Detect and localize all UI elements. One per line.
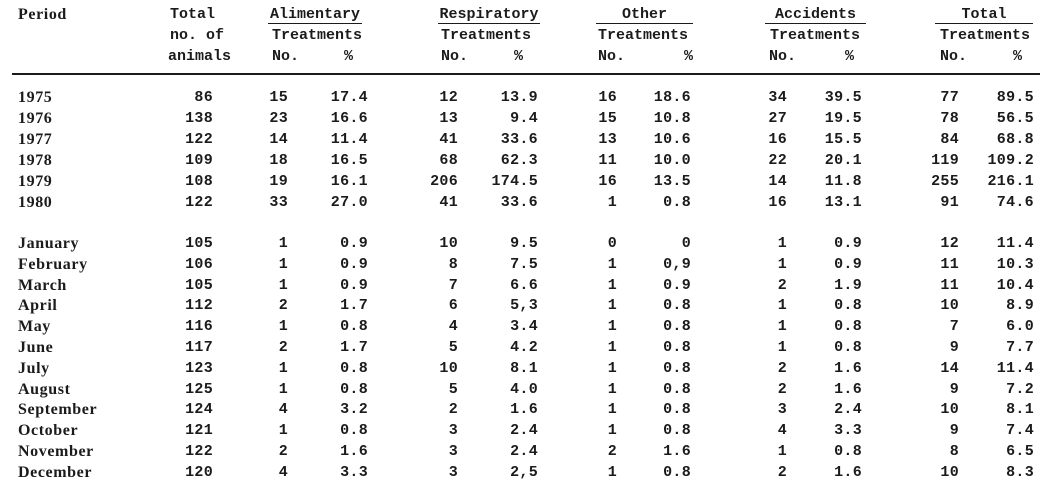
total-no-cell: 11 — [940, 276, 959, 294]
table-row — [0, 109, 1053, 130]
accidents-pct-cell: 1.6 — [834, 359, 862, 377]
accidents-no-cell: 1 — [777, 442, 787, 460]
accidents-pct-cell: 0.8 — [834, 442, 862, 460]
respiratory-no-cell: 3 — [448, 442, 458, 460]
total-pct-cell: 10.3 — [996, 255, 1034, 273]
period-cell: 1975 — [18, 89, 53, 106]
respiratory-pct-cell: 6.6 — [510, 276, 538, 294]
period-cell: July — [18, 359, 50, 377]
total-pct-cell: 11.4 — [996, 359, 1034, 377]
total-pct-cell: 6.0 — [1006, 318, 1034, 336]
total-no-cell: 9 — [949, 338, 959, 356]
alimentary-pct-cell: 0.9 — [340, 235, 368, 252]
alimentary-no-cell: 18 — [269, 152, 288, 169]
other-no-cell: 1 — [607, 463, 617, 481]
yearly-rows — [0, 88, 1053, 214]
total-pct-cell: 10.4 — [996, 276, 1034, 294]
alimentary-no-cell: 1 — [278, 359, 288, 377]
respiratory-no-cell: 5 — [448, 380, 458, 398]
accidents-pct-cell: 13.1 — [824, 194, 862, 211]
accidents-no-cell: 16 — [768, 194, 787, 211]
respiratory-pct-cell: 5,3 — [510, 297, 538, 315]
other-pct-cell: 0.8 — [663, 463, 691, 481]
alimentary-pct-cell: 16.1 — [330, 173, 368, 190]
table-row — [0, 276, 1053, 297]
total-animals-cell: 106 — [185, 255, 213, 273]
other-pct-cell: 10.8 — [653, 110, 691, 127]
alimentary-pct-cell: 27.0 — [330, 194, 368, 211]
total-pct-cell: 11.4 — [996, 235, 1034, 252]
total-no-cell: 255 — [931, 173, 959, 190]
other-no-cell: 16 — [598, 89, 617, 106]
other-no-cell: 11 — [598, 152, 617, 169]
other-pct-cell: 0.8 — [663, 359, 691, 377]
total-pct-cell: 7.4 — [1006, 422, 1034, 440]
period-cell: September — [18, 401, 98, 419]
other-no-cell: 15 — [598, 110, 617, 127]
table-row — [0, 442, 1053, 463]
alimentary-no-cell: 19 — [269, 173, 288, 190]
respiratory-pct-cell: 174.5 — [491, 173, 538, 190]
alimentary-pct-cell: 0.8 — [340, 359, 368, 377]
other-group-title: Other — [596, 6, 693, 24]
total-pct-cell: 8.9 — [1006, 297, 1034, 315]
accidents-pct-cell: 0.8 — [834, 338, 862, 356]
alimentary-pct-cell: 0.8 — [340, 380, 368, 398]
total-pct-cell: 7.2 — [1006, 380, 1034, 398]
alimentary-no-cell: 4 — [278, 401, 288, 419]
period-cell: June — [18, 338, 54, 356]
respiratory-pct-cell: 33.6 — [500, 131, 538, 148]
total-animals-header-line3: animals — [168, 48, 232, 65]
alimentary-no-cell: 1 — [278, 380, 288, 398]
alimentary-no-cell: 2 — [278, 442, 288, 460]
total-pct-cell: 74.6 — [996, 194, 1034, 211]
respiratory-no-cell: 206 — [430, 173, 458, 190]
other-pct-cell: 0.8 — [663, 422, 691, 440]
respiratory-no-cell: 2 — [448, 401, 458, 419]
table-row — [0, 338, 1053, 359]
period-cell: 1977 — [18, 131, 53, 148]
respiratory-pct-cell: 3.4 — [510, 318, 538, 336]
respiratory-no-header: No. — [441, 48, 469, 65]
table-row — [0, 172, 1053, 193]
alimentary-no-cell: 15 — [269, 89, 288, 106]
respiratory-pct-cell: 33.6 — [500, 194, 538, 211]
accidents-pct-header: % — [845, 48, 855, 65]
respiratory-pct-cell: 4.0 — [510, 380, 538, 398]
alimentary-pct-cell: 17.4 — [330, 89, 368, 106]
respiratory-no-cell: 3 — [448, 422, 458, 440]
accidents-pct-cell: 1.6 — [834, 380, 862, 398]
total-animals-cell: 138 — [185, 110, 213, 127]
accidents-no-cell: 1 — [777, 235, 787, 252]
accidents-no-cell: 1 — [777, 297, 787, 315]
period-header: Period — [18, 6, 67, 23]
alimentary-no-header: No. — [272, 48, 300, 65]
table-row — [0, 151, 1053, 172]
respiratory-treatments-label: Treatments — [441, 27, 532, 44]
other-pct-cell: 10.0 — [653, 152, 691, 169]
other-pct-cell: 1.6 — [663, 442, 691, 460]
accidents-no-cell: 2 — [777, 463, 787, 481]
total-pct-cell: 109.2 — [987, 152, 1034, 169]
table-row — [0, 400, 1053, 421]
total-no-cell: 8 — [949, 442, 959, 460]
other-pct-cell: 0.8 — [663, 318, 691, 336]
period-cell: 1980 — [18, 194, 53, 211]
alimentary-pct-cell: 0.8 — [340, 318, 368, 336]
respiratory-no-cell: 41 — [439, 194, 458, 211]
total-no-cell: 10 — [940, 297, 959, 315]
total-no-cell: 7 — [949, 318, 959, 336]
alimentary-no-cell: 33 — [269, 194, 288, 211]
other-no-cell: 1 — [607, 380, 617, 398]
table-row — [0, 463, 1053, 484]
other-no-cell: 0 — [607, 235, 617, 252]
total-no-cell: 10 — [940, 463, 959, 481]
other-no-cell: 1 — [607, 276, 617, 294]
other-no-cell: 1 — [607, 359, 617, 377]
total-animals-cell: 124 — [185, 401, 213, 419]
respiratory-pct-cell: 13.9 — [500, 89, 538, 106]
accidents-no-cell: 22 — [768, 152, 787, 169]
total-animals-cell: 116 — [185, 318, 213, 336]
total-pct-cell: 6.5 — [1006, 442, 1034, 460]
other-no-cell: 1 — [607, 255, 617, 273]
other-pct-cell: 0.8 — [663, 380, 691, 398]
total-treatments-label: Treatments — [940, 27, 1031, 44]
other-treatments-label: Treatments — [598, 27, 689, 44]
total-animals-cell: 120 — [185, 463, 213, 481]
alimentary-pct-cell: 0.9 — [340, 276, 368, 294]
respiratory-no-cell: 7 — [448, 276, 458, 294]
total-animals-cell: 86 — [194, 89, 213, 106]
respiratory-pct-cell: 1.6 — [510, 401, 538, 419]
accidents-no-cell: 1 — [777, 255, 787, 273]
alimentary-pct-cell: 3.3 — [340, 463, 368, 481]
total-animals-cell: 122 — [185, 194, 213, 211]
alimentary-pct-cell: 0.8 — [340, 422, 368, 440]
total-animals-cell: 122 — [185, 131, 213, 148]
other-pct-cell: 0,9 — [663, 255, 691, 273]
alimentary-no-cell: 14 — [269, 131, 288, 148]
total-no-cell: 10 — [940, 401, 959, 419]
total-animals-cell: 105 — [185, 276, 213, 294]
alimentary-no-cell: 4 — [278, 463, 288, 481]
respiratory-no-cell: 4 — [448, 318, 458, 336]
respiratory-pct-cell: 4.2 — [510, 338, 538, 356]
period-cell: May — [18, 318, 51, 336]
period-cell: October — [18, 422, 79, 440]
accidents-pct-cell: 0.9 — [834, 255, 862, 273]
respiratory-no-cell: 6 — [448, 297, 458, 315]
accidents-no-cell: 27 — [768, 110, 787, 127]
respiratory-no-cell: 10 — [439, 235, 458, 252]
total-animals-cell: 123 — [185, 359, 213, 377]
respiratory-pct-cell: 8.1 — [510, 359, 538, 377]
respiratory-pct-cell: 9.4 — [510, 110, 538, 127]
table-row — [0, 421, 1053, 442]
alimentary-treatments-label: Treatments — [272, 27, 363, 44]
accidents-no-cell: 3 — [777, 401, 787, 419]
respiratory-no-cell: 13 — [439, 110, 458, 127]
table-row — [0, 193, 1053, 214]
accidents-no-cell: 2 — [777, 380, 787, 398]
other-no-cell: 1 — [607, 422, 617, 440]
respiratory-no-cell: 12 — [439, 89, 458, 106]
accidents-no-cell: 2 — [777, 359, 787, 377]
monthly-rows — [0, 234, 1053, 484]
alimentary-no-cell: 1 — [278, 422, 288, 440]
accidents-pct-cell: 15.5 — [824, 131, 862, 148]
accidents-no-cell: 34 — [768, 89, 787, 106]
other-pct-cell: 0.8 — [663, 297, 691, 315]
accidents-no-cell: 1 — [777, 318, 787, 336]
other-no-cell: 1 — [607, 194, 617, 211]
total-pct-cell: 68.8 — [996, 131, 1034, 148]
total-no-cell: 78 — [940, 110, 959, 127]
accidents-pct-cell: 0.8 — [834, 318, 862, 336]
respiratory-pct-header: % — [514, 48, 524, 65]
total-animals-cell: 125 — [185, 380, 213, 398]
other-pct-cell: 10.6 — [653, 131, 691, 148]
total-no-cell: 14 — [940, 359, 959, 377]
other-no-header: No. — [598, 48, 626, 65]
respiratory-group-title: Respiratory — [439, 6, 539, 23]
alimentary-pct-cell: 16.6 — [330, 110, 368, 127]
other-no-cell: 2 — [607, 442, 617, 460]
alimentary-no-cell: 23 — [269, 110, 288, 127]
alimentary-pct-header: % — [344, 48, 354, 65]
other-no-cell: 1 — [607, 401, 617, 419]
other-pct-header: % — [684, 48, 694, 65]
alimentary-pct-cell: 3.2 — [340, 401, 368, 419]
period-cell: 1976 — [18, 110, 53, 127]
respiratory-pct-cell: 2.4 — [510, 442, 538, 460]
total-pct-cell: 8.3 — [1006, 463, 1034, 481]
total-pct-cell: 8.1 — [1006, 401, 1034, 419]
table-row — [0, 88, 1053, 109]
total-animals-cell: 112 — [185, 297, 213, 315]
accidents-pct-cell: 19.5 — [824, 110, 862, 127]
accidents-treatments-label: Treatments — [770, 27, 861, 44]
alimentary-no-cell: 1 — [278, 276, 288, 294]
alimentary-pct-cell: 1.7 — [340, 297, 368, 315]
accidents-no-cell: 4 — [777, 422, 787, 440]
total-animals-cell: 105 — [185, 235, 213, 252]
total-no-cell: 11 — [940, 255, 959, 273]
other-no-cell: 1 — [607, 338, 617, 356]
alimentary-no-cell: 2 — [278, 338, 288, 356]
alimentary-pct-cell: 0.9 — [340, 255, 368, 273]
other-pct-cell: 18.6 — [653, 89, 691, 106]
alimentary-group-title: Alimentary — [269, 6, 360, 23]
period-cell: 1979 — [18, 173, 53, 190]
respiratory-no-cell: 3 — [448, 463, 458, 481]
accidents-no-cell: 1 — [777, 338, 787, 356]
total-no-cell: 119 — [931, 152, 959, 169]
table-row — [0, 234, 1053, 255]
accidents-pct-cell: 11.8 — [824, 173, 862, 190]
total-animals-cell: 109 — [185, 152, 213, 169]
total-animals-cell: 121 — [185, 422, 213, 440]
accidents-no-header: No. — [769, 48, 797, 65]
header-rule — [12, 73, 1040, 75]
alimentary-no-cell: 1 — [278, 255, 288, 273]
accidents-pct-cell: 39.5 — [824, 89, 862, 106]
other-pct-cell: 0 — [681, 235, 691, 252]
alimentary-no-cell: 1 — [278, 235, 288, 252]
total-no-cell: 77 — [940, 89, 959, 106]
period-cell: February — [18, 255, 88, 273]
period-cell: 1978 — [18, 152, 53, 169]
other-pct-cell: 0.9 — [663, 276, 691, 294]
respiratory-pct-cell: 62.3 — [500, 152, 538, 169]
total-animals-header-line1: Total — [170, 6, 216, 23]
total-no-cell: 91 — [940, 194, 959, 211]
total-pct-cell: 216.1 — [987, 173, 1034, 190]
respiratory-pct-cell: 2,5 — [510, 463, 538, 481]
respiratory-pct-cell: 9.5 — [510, 235, 538, 252]
respiratory-no-cell: 68 — [439, 152, 458, 169]
accidents-no-cell: 16 — [768, 131, 787, 148]
total-no-cell: 9 — [949, 422, 959, 440]
period-cell: August — [18, 380, 71, 398]
accidents-pct-cell: 1.6 — [834, 463, 862, 481]
other-no-cell: 1 — [607, 318, 617, 336]
alimentary-no-cell: 2 — [278, 297, 288, 315]
total-pct-cell: 56.5 — [996, 110, 1034, 127]
table-row — [0, 255, 1053, 276]
table-row — [0, 317, 1053, 338]
alimentary-pct-cell: 16.5 — [330, 152, 368, 169]
total-no-header: No. — [940, 48, 968, 65]
period-cell: November — [18, 442, 94, 460]
other-pct-cell: 0.8 — [663, 194, 691, 211]
other-no-cell: 13 — [598, 131, 617, 148]
respiratory-no-cell: 10 — [439, 359, 458, 377]
total-animals-header-line2: no. of — [170, 27, 225, 44]
period-cell: January — [18, 235, 80, 252]
total-pct-cell: 89.5 — [996, 89, 1034, 106]
alimentary-pct-cell: 1.7 — [340, 338, 368, 356]
table-row — [0, 380, 1053, 401]
alimentary-pct-cell: 11.4 — [330, 131, 368, 148]
accidents-pct-cell: 20.1 — [824, 152, 862, 169]
accidents-group-title: Accidents — [765, 6, 866, 24]
respiratory-no-cell: 8 — [448, 255, 458, 273]
alimentary-pct-cell: 1.6 — [340, 442, 368, 460]
period-cell: April — [18, 297, 58, 315]
other-pct-cell: 0.8 — [663, 338, 691, 356]
alimentary-no-cell: 1 — [278, 318, 288, 336]
table-row — [0, 296, 1053, 317]
total-pct-cell: 7.7 — [1006, 338, 1034, 356]
other-pct-cell: 13.5 — [653, 173, 691, 190]
table-row — [0, 130, 1053, 151]
accidents-no-cell: 2 — [777, 276, 787, 294]
respiratory-pct-cell: 2.4 — [510, 422, 538, 440]
total-animals-cell: 122 — [185, 442, 213, 460]
total-no-cell: 9 — [949, 380, 959, 398]
other-pct-cell: 0.8 — [663, 401, 691, 419]
total-animals-cell: 108 — [185, 173, 213, 190]
respiratory-no-cell: 41 — [439, 131, 458, 148]
other-no-cell: 1 — [607, 297, 617, 315]
total-pct-header: % — [1013, 48, 1023, 65]
accidents-pct-cell: 3.3 — [834, 422, 862, 440]
respiratory-pct-cell: 7.5 — [510, 255, 538, 273]
total-group-title: Total — [935, 6, 1033, 24]
accidents-no-cell: 14 — [768, 173, 787, 190]
total-animals-cell: 117 — [185, 338, 213, 356]
respiratory-no-cell: 5 — [448, 338, 458, 356]
period-cell: March — [18, 276, 67, 294]
period-cell: December — [18, 463, 93, 481]
accidents-pct-cell: 0.9 — [834, 235, 862, 252]
accidents-pct-cell: 1.9 — [834, 276, 862, 294]
total-no-cell: 12 — [940, 235, 959, 252]
accidents-pct-cell: 0.8 — [834, 297, 862, 315]
total-no-cell: 84 — [940, 131, 959, 148]
accidents-pct-cell: 2.4 — [834, 401, 862, 419]
table-row — [0, 359, 1053, 380]
other-no-cell: 16 — [598, 173, 617, 190]
